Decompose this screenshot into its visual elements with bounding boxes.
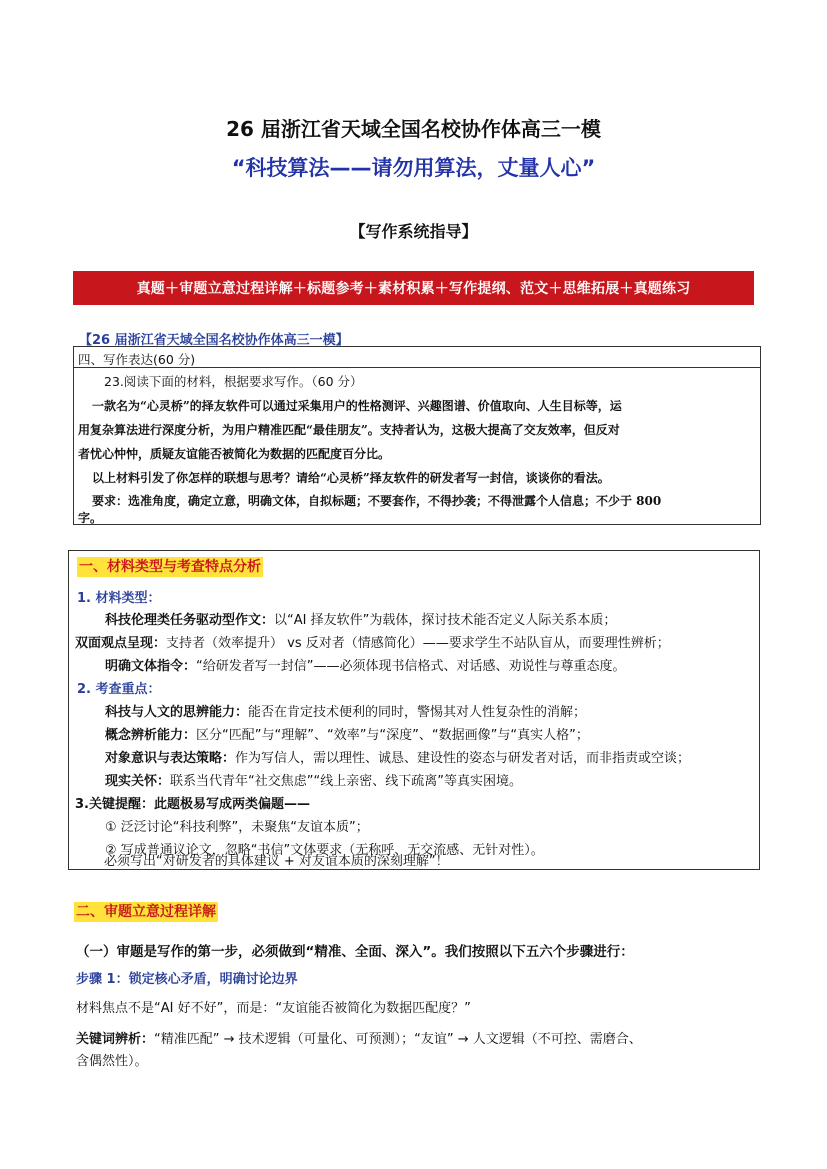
analysis-2d: 现实关怀：联系当代青年“社交焦虑”“线上亲密、线下疏离”等真实困境。 [105, 774, 522, 789]
document-title: 26 届浙江省天域全国名校协作体高三一模 [226, 117, 601, 141]
analysis-3c: 必须写出“对研发者的具体建议 + 对友谊本质的深刻理解”！ [104, 854, 449, 869]
analysis-2b: 概念辨析能力：区分“匹配”与“理解”、“效率”与“深度”、“数据画像”与“真实人格”； [105, 728, 589, 743]
analysis-point-2: 2. 考查重点： [77, 682, 161, 697]
exam-question: 23.阅读下面的材料，根据要求写作。（60 分） [104, 374, 363, 389]
section2-intro: （一）审题是写作的第一步，必须做到“精准、全面、深入”。我们按照以下五六个步骤进行： [76, 944, 634, 960]
exam-section: 四、写作表达(60 分) [78, 352, 196, 367]
material-line-1: 一款名为“心灵桥”的择友软件可以通过采集用户的性格测评、兴趣图谱、价值取向、人生目标等，运 [92, 399, 622, 413]
exam-question-box [73, 346, 761, 525]
divider [74, 367, 760, 368]
exam-requirements-cont: 字。 [78, 511, 103, 525]
exam-requirements: 要求：选准角度，确定立意，明确文体，自拟标题；不要套作，不得抄袭；不得泄露个人信息；不少于 800 [92, 494, 662, 508]
analysis-point-1: 1. 材料类型： [77, 591, 161, 606]
step-1: 步骤 1：锁定核心矛盾，明确讨论边界 [76, 972, 298, 987]
document-subtitle: “科技算法——请勿用算法，丈量人心” [231, 156, 596, 180]
keyword-analysis-cont: 含偶然性）。 [76, 1054, 148, 1069]
guide-heading: 【写作系统指导】 [349, 222, 478, 241]
exam-prompt: 以上材料引发了你怎样的联想与思考？请给“心灵桥”择友软件的研发者写一封信，谈谈你的看法。 [92, 471, 610, 485]
exam-label: 【26 届浙江省天域全国名校协作体高三一模】 [79, 333, 349, 348]
keyword-analysis: 关键词辨析：“精准匹配” → 技术逻辑（可量化、可预测）；“友谊” → 人文逻辑（不可控、需磨合、 [76, 1032, 642, 1047]
material-line-3: 者忧心忡忡，质疑友谊能否被简化为数据的匹配度百分比。 [78, 447, 391, 461]
analysis-box [68, 550, 760, 870]
material-focus: 材料焦点不是“AI 好不好”，而是：“友谊能否被简化为数据匹配度？” [76, 1001, 471, 1016]
analysis-3a: ① 泛泛讨论“科技利弊”，未聚焦“友谊本质”； [105, 820, 369, 835]
analysis-1c: 明确文体指令：“给研发者写一封信”——必须体现书信格式、对话感、劝说性与尊重态度。 [105, 659, 626, 674]
analysis-point-3: 3.关键提醒：此题极易写成两类偏题—— [75, 797, 310, 812]
analysis-heading: 一、材料类型与考查特点分析 [79, 559, 261, 575]
material-line-2: 用复杂算法进行深度分析，为用户精准匹配“最佳朋友”。支持者认为，这极大提高了交友效率，但反对 [78, 423, 620, 437]
content-banner: 真题＋审题立意过程详解＋标题参考＋素材积累＋写作提纲、范文＋思维拓展＋真题练习 [73, 271, 754, 305]
analysis-3b: ② 写成普通议论文，忽略“书信”文体要求（无称呼、无交流感、无针对性）。 [105, 843, 544, 858]
analysis-1a: 科技伦理类任务驱动型作文：以“AI 择友软件”为载体，探讨技术能否定义人际关系本质； [105, 613, 617, 628]
analysis-1b: 双面观点呈现：支持者（效率提升） vs 反对者（情感简化）——要求学生不站队盲从，而要理性辨析； [75, 636, 670, 651]
analysis-2a: 科技与人文的思辨能力：能否在肯定技术便利的同时，警惕其对人性复杂性的消解； [105, 705, 587, 720]
section2-heading: 二、审题立意过程详解 [76, 904, 216, 920]
analysis-2c: 对象意识与表达策略：作为写信人，需以理性、诚恳、建设性的姿态与研发者对话，而非指责或空谈； [105, 751, 691, 766]
